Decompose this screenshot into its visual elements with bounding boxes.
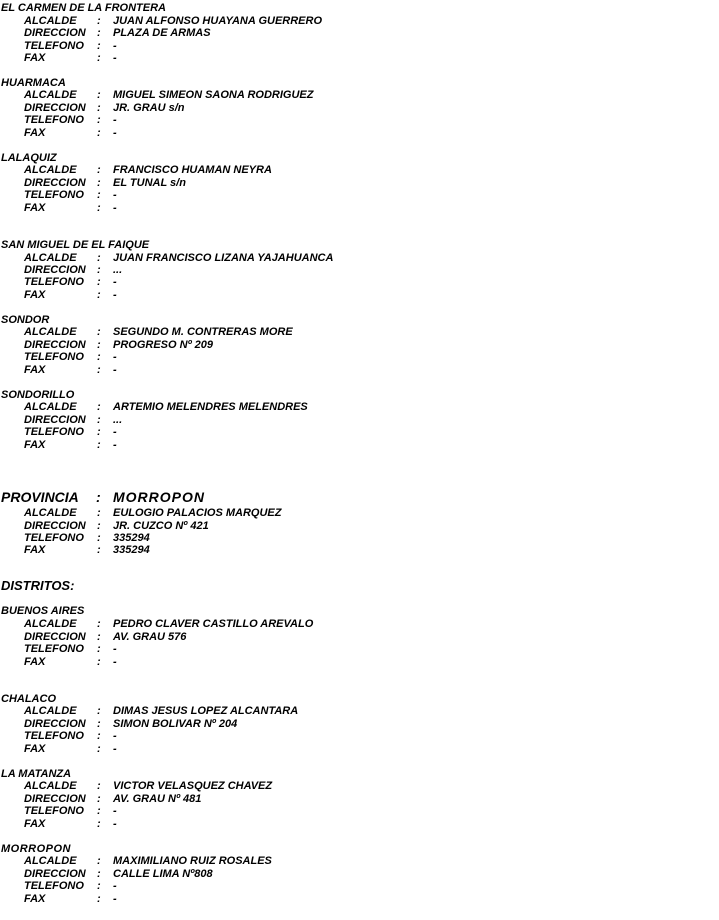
telefono-value: - [113, 880, 117, 892]
fax-label: FAX [24, 656, 46, 668]
direccion-label: DIRECCION [24, 793, 86, 805]
telefono-label: TELEFONO [24, 805, 84, 817]
fax-label: FAX [24, 127, 46, 139]
direccion-value: CALLE LIMA Nº808 [113, 868, 213, 880]
telefono-value: - [113, 276, 117, 288]
telefono-label: TELEFONO [24, 643, 84, 655]
colon: : [97, 656, 101, 668]
alcalde-label: ALCALDE [24, 618, 77, 630]
fax-value: - [113, 743, 117, 755]
direccion-label: DIRECCION [24, 102, 86, 114]
fax-label: FAX [24, 893, 46, 905]
direccion-value: SIMON BOLIVAR Nº 204 [113, 718, 238, 730]
district-name: HUARMACA [1, 77, 66, 89]
colon: : [97, 289, 101, 301]
colon: : [97, 426, 101, 438]
telefono-label: TELEFONO [24, 730, 84, 742]
colon: : [97, 780, 101, 792]
telefono-label: TELEFONO [24, 40, 84, 52]
direccion-value: AV. GRAU 576 [113, 631, 187, 643]
fax-label: FAX [24, 52, 46, 64]
fax-value: - [113, 656, 117, 668]
telefono-label: TELEFONO [24, 351, 84, 363]
colon: : [97, 730, 101, 742]
colon: : [97, 89, 101, 101]
direccion-value: ... [113, 264, 123, 276]
alcalde-value: SEGUNDO M. CONTRERAS MORE [113, 326, 293, 338]
alcalde-value: VICTOR VELASQUEZ CHAVEZ [113, 780, 273, 792]
telefono-value: - [113, 805, 117, 817]
colon: : [97, 202, 101, 214]
colon: : [97, 102, 101, 114]
fax-value: - [113, 364, 117, 376]
colon: : [97, 818, 101, 830]
district-name: BUENOS AIRES [1, 605, 85, 617]
telefono-value: - [113, 730, 117, 742]
direccion-label: DIRECCION [24, 520, 86, 532]
telefono-value: - [113, 426, 117, 438]
province-label: PROVINCIA [1, 489, 79, 505]
telefono-value: - [113, 40, 117, 52]
colon: : [97, 743, 101, 755]
alcalde-label: ALCALDE [24, 252, 77, 264]
fax-label: FAX [24, 743, 46, 755]
colon: : [97, 164, 101, 176]
direccion-value: AV. GRAU Nº 481 [113, 793, 202, 805]
district-name: SONDORILLO [1, 389, 75, 401]
colon: : [97, 339, 101, 351]
colon: : [97, 520, 101, 532]
alcalde-value: PEDRO CLAVER CASTILLO AREVALO [113, 618, 314, 630]
fax-label: FAX [24, 439, 46, 451]
fax-value: 335294 [113, 544, 150, 556]
alcalde-label: ALCALDE [24, 164, 77, 176]
district-name: CHALACO [1, 693, 56, 705]
fax-label: FAX [24, 289, 46, 301]
fax-value: - [113, 127, 117, 139]
alcalde-label: ALCALDE [24, 401, 77, 413]
province-name: MORROPON [113, 489, 205, 505]
fax-value: - [113, 893, 117, 905]
colon: : [97, 252, 101, 264]
colon: : [97, 414, 101, 426]
alcalde-label: ALCALDE [24, 15, 77, 27]
fax-value: - [113, 439, 117, 451]
fax-value: - [113, 818, 117, 830]
colon: : [97, 718, 101, 730]
colon: : [97, 177, 101, 189]
province-colon: : [96, 489, 101, 505]
fax-label: FAX [24, 364, 46, 376]
direccion-value: PLAZA DE ARMAS [113, 27, 211, 39]
colon: : [97, 855, 101, 867]
colon: : [97, 631, 101, 643]
colon: : [97, 264, 101, 276]
district-name: SONDOR [1, 314, 50, 326]
direccion-label: DIRECCION [24, 339, 86, 351]
colon: : [97, 40, 101, 52]
direccion-label: DIRECCION [24, 718, 86, 730]
colon: : [97, 544, 101, 556]
direccion-value: PROGRESO Nº 209 [113, 339, 213, 351]
alcalde-label: ALCALDE [24, 780, 77, 792]
alcalde-label: ALCALDE [24, 507, 77, 519]
colon: : [97, 364, 101, 376]
alcalde-label: ALCALDE [24, 326, 77, 338]
direccion-label: DIRECCION [24, 264, 86, 276]
direccion-label: DIRECCION [24, 414, 86, 426]
colon: : [97, 880, 101, 892]
colon: : [97, 276, 101, 288]
alcalde-value: DIMAS JESUS LOPEZ ALCANTARA [113, 705, 299, 717]
alcalde-label: ALCALDE [24, 705, 77, 717]
alcalde-value: JUAN ALFONSO HUAYANA GUERRERO [113, 15, 323, 27]
colon: : [97, 507, 101, 519]
colon: : [97, 114, 101, 126]
district-name: EL CARMEN DE LA FRONTERA [1, 2, 166, 14]
fax-value: - [113, 202, 117, 214]
colon: : [97, 326, 101, 338]
district-name: MORROPON [1, 843, 71, 855]
alcalde-label: ALCALDE [24, 89, 77, 101]
colon: : [97, 805, 101, 817]
colon: : [97, 868, 101, 880]
colon: : [97, 15, 101, 27]
alcalde-value: JUAN FRANCISCO LIZANA YAJAHUANCA [113, 252, 334, 264]
colon: : [97, 793, 101, 805]
fax-label: FAX [24, 202, 46, 214]
colon: : [97, 27, 101, 39]
direccion-label: DIRECCION [24, 177, 86, 189]
colon: : [97, 643, 101, 655]
alcalde-value: MAXIMILIANO RUIZ ROSALES [113, 855, 272, 867]
direccion-value: JR. CUZCO Nº 421 [113, 520, 209, 532]
telefono-value: - [113, 643, 117, 655]
alcalde-value: EULOGIO PALACIOS MARQUEZ [113, 507, 282, 519]
colon: : [97, 439, 101, 451]
telefono-label: TELEFONO [24, 276, 84, 288]
colon: : [97, 532, 101, 544]
colon: : [97, 351, 101, 363]
fax-value: - [113, 52, 117, 64]
colon: : [97, 893, 101, 905]
telefono-value: - [113, 114, 117, 126]
telefono-label: TELEFONO [24, 880, 84, 892]
district-name: LA MATANZA [1, 768, 72, 780]
alcalde-label: ALCALDE [24, 855, 77, 867]
district-name: LALAQUIZ [1, 152, 57, 164]
colon: : [97, 705, 101, 717]
colon: : [97, 401, 101, 413]
fax-label: FAX [24, 544, 46, 556]
direccion-value: EL TUNAL s/n [113, 177, 186, 189]
telefono-value: 335294 [113, 532, 150, 544]
telefono-value: - [113, 351, 117, 363]
fax-label: FAX [24, 818, 46, 830]
direccion-label: DIRECCION [24, 27, 86, 39]
direccion-value: JR. GRAU s/n [113, 102, 185, 114]
colon: : [97, 127, 101, 139]
telefono-value: - [113, 189, 117, 201]
colon: : [97, 52, 101, 64]
colon: : [97, 618, 101, 630]
district-name: SAN MIGUEL DE EL FAIQUE [1, 239, 150, 251]
direccion-label: DIRECCION [24, 868, 86, 880]
telefono-label: TELEFONO [24, 532, 84, 544]
telefono-label: TELEFONO [24, 114, 84, 126]
alcalde-value: FRANCISCO HUAMAN NEYRA [113, 164, 272, 176]
alcalde-value: ARTEMIO MELENDRES MELENDRES [113, 401, 308, 413]
colon: : [97, 189, 101, 201]
direccion-label: DIRECCION [24, 631, 86, 643]
alcalde-value: MIGUEL SIMEON SAONA RODRIGUEZ [113, 89, 314, 101]
fax-value: - [113, 289, 117, 301]
distritos-heading: DISTRITOS: [1, 578, 75, 593]
telefono-label: TELEFONO [24, 426, 84, 438]
telefono-label: TELEFONO [24, 189, 84, 201]
direccion-value: ... [113, 414, 123, 426]
